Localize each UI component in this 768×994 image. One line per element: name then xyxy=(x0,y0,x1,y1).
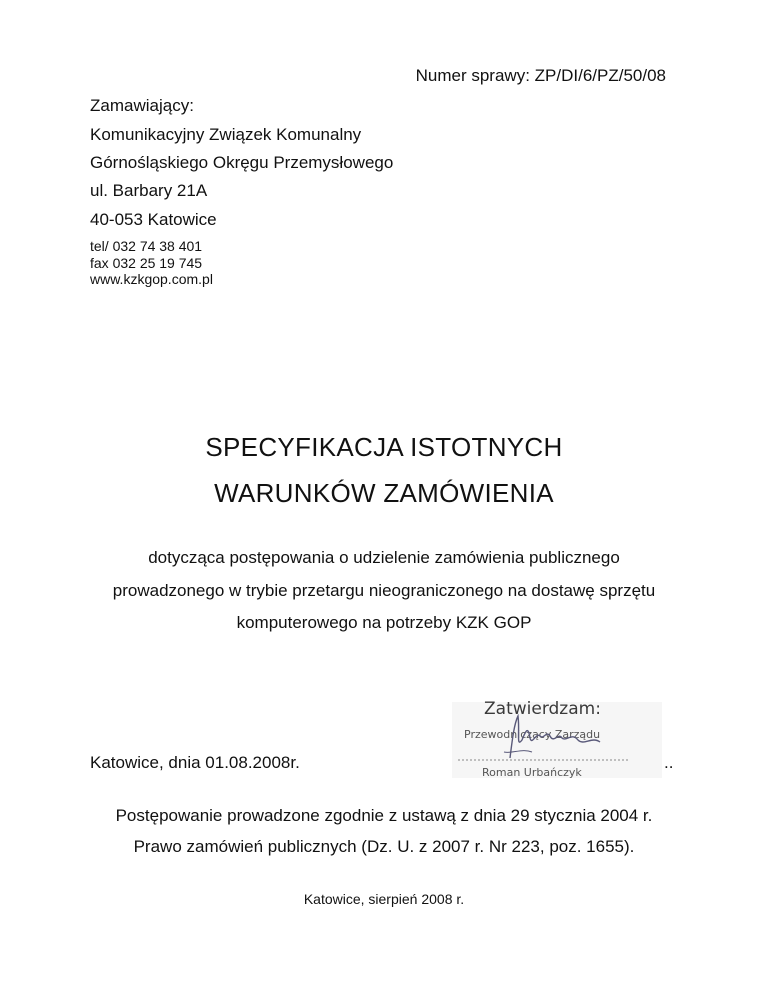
legal-basis-line1: Postępowanie prowadzone zgodnie z ustawą z dnia 29 stycznia 2004 r. xyxy=(115,806,653,825)
ordering-party-tel: tel/ 032 74 38 401 xyxy=(90,238,203,254)
approval-heading: Zatwierdzam: xyxy=(484,699,601,719)
legal-basis-line2: Prawo zamówień publicznych (Dz. U. z 2007 r. Nr 223, poz. 1655). xyxy=(133,837,635,856)
footer-place-date: Katowice, sierpień 2008 r. xyxy=(303,891,465,907)
ordering-party-city: 40-053 Katowice xyxy=(90,210,217,229)
ordering-party-street: ul. Barbary 21A xyxy=(90,181,208,200)
subject-line2: prowadzonego w trybie przetargu nieograniczonego na dostawę sprzętu xyxy=(112,581,656,600)
ordering-party-label: Zamawiający: xyxy=(90,96,194,115)
document-title-line1: SPECYFIKACJA ISTOTNYCH xyxy=(205,432,563,462)
approval-stamp xyxy=(452,699,662,779)
approval-role: Przewodniczący Zarządu xyxy=(464,728,601,741)
date-line: Katowice, dnia 01.08.2008r. xyxy=(90,753,300,772)
approval-trailing-dots: .. xyxy=(664,753,674,772)
approval-signer: Roman Urbańczyk xyxy=(482,766,582,779)
ordering-party-fax: fax 032 25 19 745 xyxy=(90,255,203,271)
document-title-line2: WARUNKÓW ZAMÓWIENIA xyxy=(214,478,554,508)
subject-line3: komputerowego na potrzeby KZK GOP xyxy=(236,613,532,632)
ordering-party-name-line1: Komunikacyjny Związek Komunalny xyxy=(90,125,362,144)
ordering-party-name-line2: Górnośląskiego Okręgu Przemysłowego xyxy=(90,153,394,172)
case-number: Numer sprawy: ZP/DI/6/PZ/50/08 xyxy=(415,66,666,85)
subject-line1: dotycząca postępowania o udzielenie zamówienia publicznego xyxy=(148,548,620,567)
ordering-party-website: www.kzkgop.com.pl xyxy=(90,271,213,287)
